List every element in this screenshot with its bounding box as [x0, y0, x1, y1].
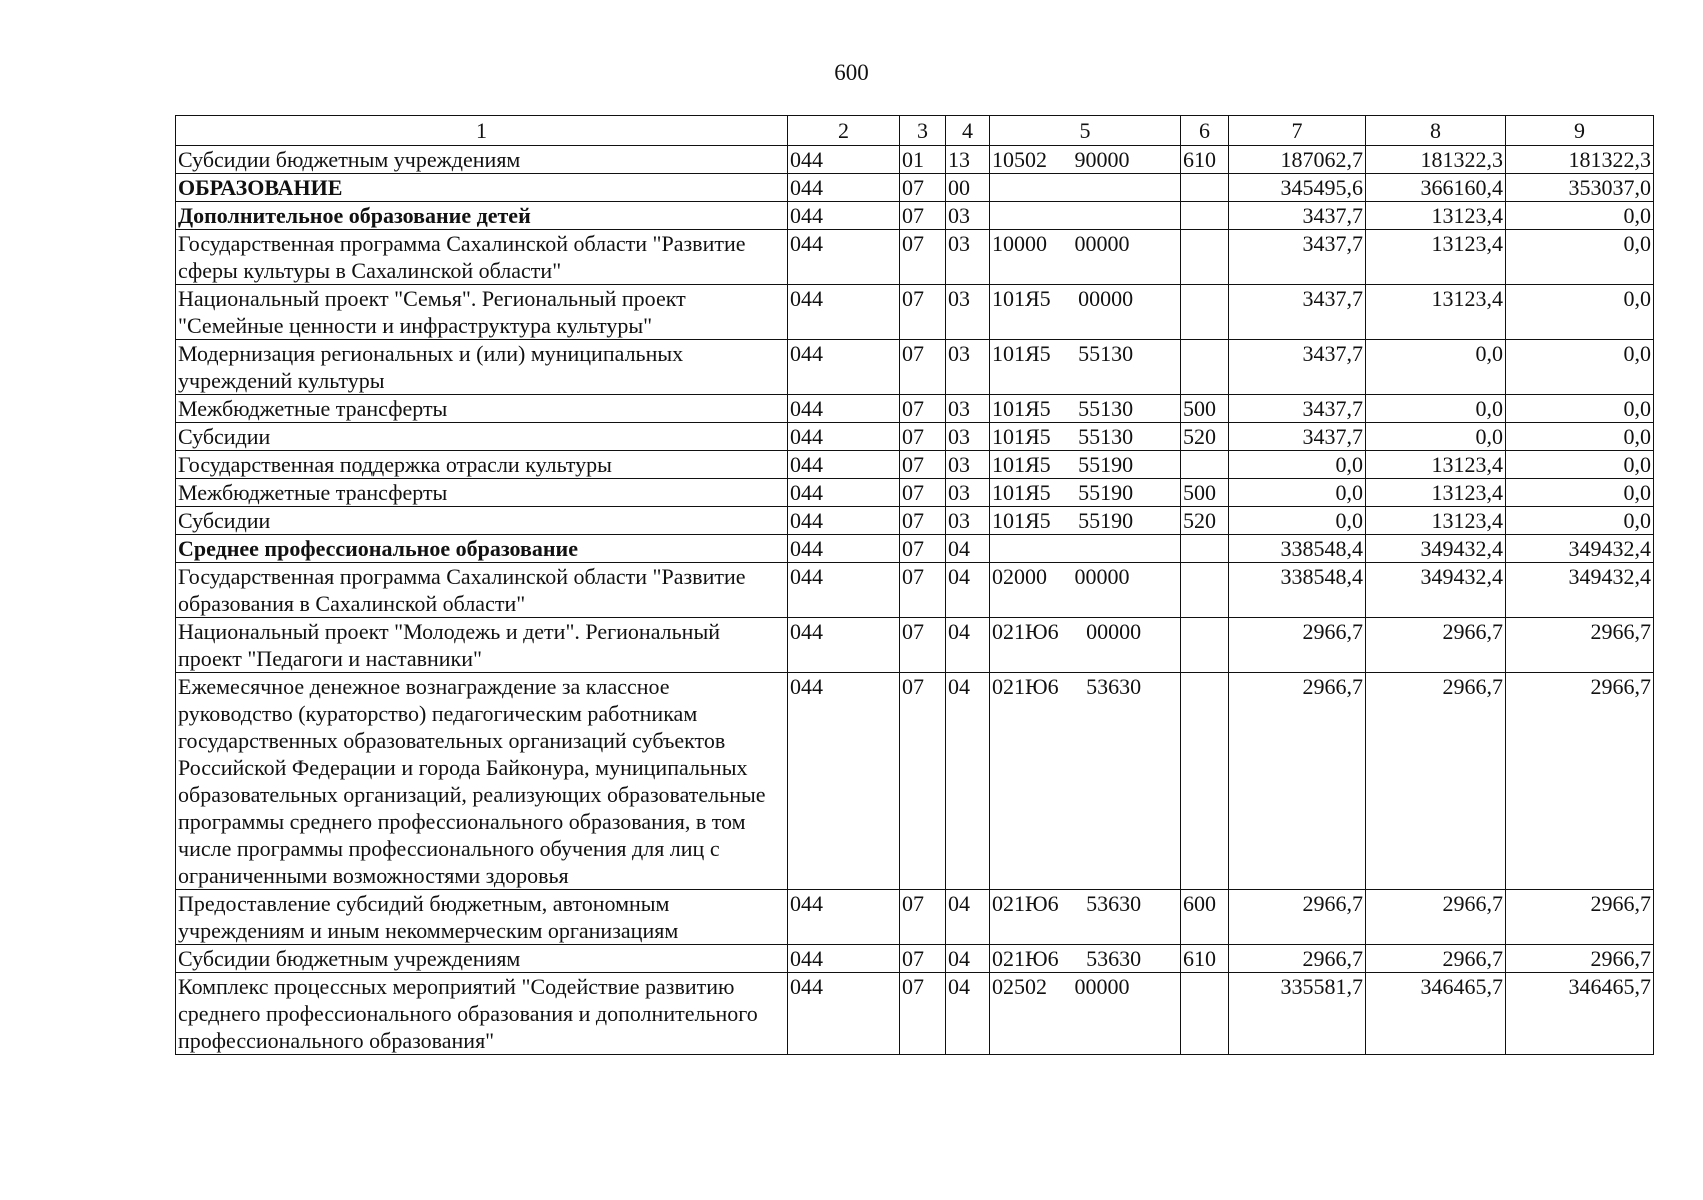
- table-row: [176, 230, 1654, 285]
- target-article-code: 02502 00000: [990, 973, 1181, 1055]
- target-article-code: 10000 00000: [990, 230, 1181, 285]
- table-row: [176, 285, 1654, 340]
- row-name: Субсидии бюджетным учреждениям: [176, 945, 788, 973]
- row-name: Комплекс процессных мероприятий "Содействие развитию среднего профессионального образования и дополнительного профессионального образования": [176, 973, 788, 1055]
- amount-col-8: 0,0: [1366, 340, 1506, 395]
- header-cell: 6: [1181, 116, 1229, 146]
- row-name: Субсидии: [176, 423, 788, 451]
- header-cell: 1: [176, 116, 788, 146]
- subsection-code: 03: [946, 451, 990, 479]
- amount-col-7: 3437,7: [1229, 423, 1366, 451]
- ministry-code: 044: [788, 230, 900, 285]
- table-row: [176, 618, 1654, 673]
- amount-col-8: 349432,4: [1366, 563, 1506, 618]
- table-row: [176, 945, 1654, 973]
- table-row: [176, 563, 1654, 618]
- subsection-code: 03: [946, 507, 990, 535]
- amount-col-7: 335581,7: [1229, 973, 1366, 1055]
- header-row: [176, 116, 1654, 146]
- header-cell: 8: [1366, 116, 1506, 146]
- amount-col-8: 346465,7: [1366, 973, 1506, 1055]
- expense-type-code: [1181, 563, 1229, 618]
- amount-col-7: 338548,4: [1229, 563, 1366, 618]
- amount-col-7: 2966,7: [1229, 890, 1366, 945]
- row-name: Государственная программа Сахалинской области "Развитие сферы культуры в Сахалинской области": [176, 230, 788, 285]
- subsection-code: 03: [946, 202, 990, 230]
- ministry-code: 044: [788, 890, 900, 945]
- expense-type-code: 610: [1181, 146, 1229, 174]
- expense-type-code: [1181, 340, 1229, 395]
- subsection-code: 04: [946, 535, 990, 563]
- header-cell: 2: [788, 116, 900, 146]
- amount-col-8: 2966,7: [1366, 673, 1506, 890]
- subsection-code: 03: [946, 395, 990, 423]
- section-code: 07: [900, 451, 946, 479]
- amount-col-9: 0,0: [1506, 340, 1654, 395]
- expense-type-code: [1181, 451, 1229, 479]
- target-article-code: 101Я5 55130: [990, 395, 1181, 423]
- subsection-code: 04: [946, 945, 990, 973]
- amount-col-7: 3437,7: [1229, 230, 1366, 285]
- amount-col-7: 3437,7: [1229, 285, 1366, 340]
- row-name: Дополнительное образование детей: [176, 202, 788, 230]
- expense-type-code: [1181, 285, 1229, 340]
- amount-col-8: 2966,7: [1366, 890, 1506, 945]
- amount-col-9: 0,0: [1506, 423, 1654, 451]
- amount-col-8: 0,0: [1366, 395, 1506, 423]
- subsection-code: 04: [946, 673, 990, 890]
- ministry-code: 044: [788, 618, 900, 673]
- expense-type-code: 610: [1181, 945, 1229, 973]
- subsection-code: 03: [946, 423, 990, 451]
- section-code: 07: [900, 285, 946, 340]
- target-article-code: 10502 90000: [990, 146, 1181, 174]
- row-name: Межбюджетные трансферты: [176, 479, 788, 507]
- header-cell: 7: [1229, 116, 1366, 146]
- row-name: Модернизация региональных и (или) муниципальных учреждений культуры: [176, 340, 788, 395]
- subsection-code: 04: [946, 973, 990, 1055]
- amount-col-7: 0,0: [1229, 507, 1366, 535]
- amount-col-7: 2966,7: [1229, 673, 1366, 890]
- amount-col-7: 3437,7: [1229, 395, 1366, 423]
- target-article-code: 101Я5 55190: [990, 451, 1181, 479]
- table-row: [176, 395, 1654, 423]
- amount-col-8: 181322,3: [1366, 146, 1506, 174]
- subsection-code: 04: [946, 618, 990, 673]
- target-article-code: [990, 202, 1181, 230]
- table-row: [176, 507, 1654, 535]
- section-code: 07: [900, 174, 946, 202]
- table-row: [176, 146, 1654, 174]
- amount-col-9: 346465,7: [1506, 973, 1654, 1055]
- ministry-code: 044: [788, 395, 900, 423]
- row-name: ОБРАЗОВАНИЕ: [176, 174, 788, 202]
- ministry-code: 044: [788, 451, 900, 479]
- budget-table: [175, 115, 1654, 1055]
- expense-type-code: 500: [1181, 479, 1229, 507]
- section-code: 07: [900, 507, 946, 535]
- section-code: 07: [900, 479, 946, 507]
- expense-type-code: [1181, 535, 1229, 563]
- table-row: [176, 423, 1654, 451]
- ministry-code: 044: [788, 673, 900, 890]
- ministry-code: 044: [788, 174, 900, 202]
- ministry-code: 044: [788, 535, 900, 563]
- amount-col-9: 2966,7: [1506, 618, 1654, 673]
- table-row: [176, 973, 1654, 1055]
- expense-type-code: 600: [1181, 890, 1229, 945]
- ministry-code: 044: [788, 479, 900, 507]
- subsection-code: 04: [946, 890, 990, 945]
- amount-col-7: 338548,4: [1229, 535, 1366, 563]
- target-article-code: 021Ю6 53630: [990, 890, 1181, 945]
- amount-col-9: 2966,7: [1506, 673, 1654, 890]
- section-code: 07: [900, 202, 946, 230]
- table-row: [176, 890, 1654, 945]
- amount-col-7: 187062,7: [1229, 146, 1366, 174]
- ministry-code: 044: [788, 285, 900, 340]
- amount-col-9: 349432,4: [1506, 563, 1654, 618]
- table-row: [176, 535, 1654, 563]
- table-row: [176, 479, 1654, 507]
- subsection-code: 00: [946, 174, 990, 202]
- expense-type-code: [1181, 973, 1229, 1055]
- target-article-code: 021Ю6 53630: [990, 673, 1181, 890]
- header-cell: 3: [900, 116, 946, 146]
- table-row: [176, 174, 1654, 202]
- amount-col-9: 349432,4: [1506, 535, 1654, 563]
- target-article-code: 021Ю6 00000: [990, 618, 1181, 673]
- subsection-code: 03: [946, 479, 990, 507]
- amount-col-8: 13123,4: [1366, 451, 1506, 479]
- section-code: 07: [900, 945, 946, 973]
- amount-col-7: 0,0: [1229, 451, 1366, 479]
- amount-col-9: 2966,7: [1506, 945, 1654, 973]
- amount-col-7: 3437,7: [1229, 340, 1366, 395]
- row-name: Межбюджетные трансферты: [176, 395, 788, 423]
- ministry-code: 044: [788, 202, 900, 230]
- amount-col-9: 0,0: [1506, 202, 1654, 230]
- target-article-code: 101Я5 55130: [990, 340, 1181, 395]
- table-row: [176, 451, 1654, 479]
- ministry-code: 044: [788, 146, 900, 174]
- amount-col-8: 2966,7: [1366, 618, 1506, 673]
- amount-col-7: 2966,7: [1229, 945, 1366, 973]
- row-name: Ежемесячное денежное вознаграждение за классное руководство (кураторство) педагогическим работникам государственных образовательных организаций субъектов Российской Федерации и города Байконура, муниципальных образовательных организаций, реализующих образовательные программы среднего профессионального образования, в том числе программы профессионального обучения для лиц с ограниченными возможностями здоровья: [176, 673, 788, 890]
- target-article-code: 02000 00000: [990, 563, 1181, 618]
- table-row: [176, 340, 1654, 395]
- expense-type-code: [1181, 673, 1229, 890]
- table-row: [176, 673, 1654, 890]
- expense-type-code: [1181, 230, 1229, 285]
- section-code: 07: [900, 230, 946, 285]
- row-name: Национальный проект "Молодежь и дети". Региональный проект "Педагоги и наставники": [176, 618, 788, 673]
- amount-col-9: 0,0: [1506, 285, 1654, 340]
- section-code: 07: [900, 395, 946, 423]
- amount-col-9: 0,0: [1506, 230, 1654, 285]
- expense-type-code: 520: [1181, 507, 1229, 535]
- subsection-code: 04: [946, 563, 990, 618]
- amount-col-8: 13123,4: [1366, 202, 1506, 230]
- amount-col-8: 2966,7: [1366, 945, 1506, 973]
- table-row: [176, 202, 1654, 230]
- page-number: 600: [834, 60, 869, 85]
- amount-col-9: 181322,3: [1506, 146, 1654, 174]
- amount-col-9: 0,0: [1506, 451, 1654, 479]
- row-name: Национальный проект "Семья". Региональный проект "Семейные ценности и инфраструктура культуры": [176, 285, 788, 340]
- expense-type-code: [1181, 618, 1229, 673]
- ministry-code: 044: [788, 563, 900, 618]
- ministry-code: 044: [788, 340, 900, 395]
- expense-type-code: [1181, 174, 1229, 202]
- expense-type-code: [1181, 202, 1229, 230]
- row-name: Субсидии: [176, 507, 788, 535]
- amount-col-8: 0,0: [1366, 423, 1506, 451]
- header-cell: 4: [946, 116, 990, 146]
- row-name: Среднее профессиональное образование: [176, 535, 788, 563]
- ministry-code: 044: [788, 973, 900, 1055]
- amount-col-9: 2966,7: [1506, 890, 1654, 945]
- target-article-code: 021Ю6 53630: [990, 945, 1181, 973]
- section-code: 07: [900, 423, 946, 451]
- subsection-code: 03: [946, 285, 990, 340]
- section-code: 07: [900, 973, 946, 1055]
- section-code: 07: [900, 890, 946, 945]
- target-article-code: 101Я5 55190: [990, 479, 1181, 507]
- amount-col-9: 0,0: [1506, 507, 1654, 535]
- amount-col-9: 353037,0: [1506, 174, 1654, 202]
- amount-col-7: 0,0: [1229, 479, 1366, 507]
- row-name: Государственная программа Сахалинской области "Развитие образования в Сахалинской области": [176, 563, 788, 618]
- subsection-code: 13: [946, 146, 990, 174]
- amount-col-8: 13123,4: [1366, 507, 1506, 535]
- amount-col-8: 366160,4: [1366, 174, 1506, 202]
- amount-col-7: 345495,6: [1229, 174, 1366, 202]
- section-code: 07: [900, 535, 946, 563]
- table-body: [176, 146, 1654, 1055]
- expense-type-code: 520: [1181, 423, 1229, 451]
- row-name: Предоставление субсидий бюджетным, автономным учреждениям и иным некоммерческим организациям: [176, 890, 788, 945]
- amount-col-8: 349432,4: [1366, 535, 1506, 563]
- target-article-code: 101Я5 55190: [990, 507, 1181, 535]
- amount-col-8: 13123,4: [1366, 479, 1506, 507]
- expense-type-code: 500: [1181, 395, 1229, 423]
- section-code: 01: [900, 146, 946, 174]
- row-name: Субсидии бюджетным учреждениям: [176, 146, 788, 174]
- amount-col-8: 13123,4: [1366, 230, 1506, 285]
- amount-col-9: 0,0: [1506, 395, 1654, 423]
- target-article-code: 101Я5 55130: [990, 423, 1181, 451]
- ministry-code: 044: [788, 945, 900, 973]
- ministry-code: 044: [788, 423, 900, 451]
- amount-col-7: 2966,7: [1229, 618, 1366, 673]
- target-article-code: [990, 174, 1181, 202]
- section-code: 07: [900, 618, 946, 673]
- ministry-code: 044: [788, 507, 900, 535]
- subsection-code: 03: [946, 230, 990, 285]
- target-article-code: [990, 535, 1181, 563]
- amount-col-9: 0,0: [1506, 479, 1654, 507]
- amount-col-8: 13123,4: [1366, 285, 1506, 340]
- section-code: 07: [900, 673, 946, 890]
- target-article-code: 101Я5 00000: [990, 285, 1181, 340]
- section-code: 07: [900, 563, 946, 618]
- subsection-code: 03: [946, 340, 990, 395]
- header-cell: 9: [1506, 116, 1654, 146]
- amount-col-7: 3437,7: [1229, 202, 1366, 230]
- row-name: Государственная поддержка отрасли культуры: [176, 451, 788, 479]
- header-cell: 5: [990, 116, 1181, 146]
- section-code: 07: [900, 340, 946, 395]
